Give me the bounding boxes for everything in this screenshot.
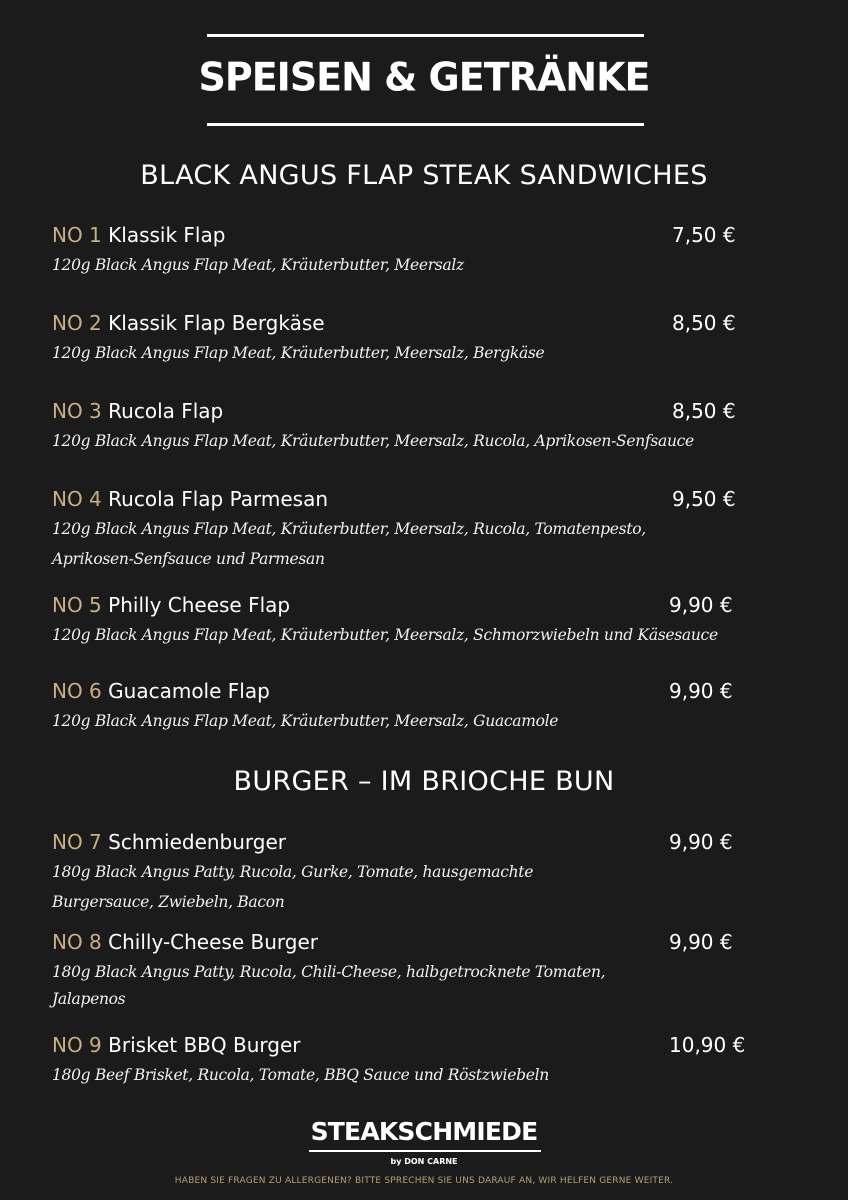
item-description: 120g Black Angus Flap Meat, Kräuterbutter, Meersalz, Schmorzwiebeln und Käsesauce — [52, 626, 718, 644]
item-name: Klassik Flap Bergkäse — [108, 311, 325, 335]
item-name: Rucola Flap Parmesan — [108, 487, 329, 511]
item-name: Philly Cheese Flap — [108, 593, 291, 617]
item-number: NO 1 — [52, 223, 102, 247]
item-price: 9,50 € — [672, 487, 736, 511]
menu-item — [52, 590, 772, 650]
menu-item — [52, 396, 772, 456]
item-name: Klassik Flap — [108, 223, 226, 247]
brand-logo-text: STEAKSCHMIEDE — [310, 1117, 538, 1146]
item-description: 180g Black Angus Patty, Rucola, Chili-Cheese, halbgetrocknete Tomaten, — [52, 963, 606, 981]
item-number: NO 6 — [52, 679, 102, 703]
item-name: Schmiedenburger — [108, 830, 287, 854]
title-bottom-rule — [207, 123, 644, 126]
menu-item — [52, 827, 772, 917]
logo-underline — [309, 1150, 541, 1152]
menu-item — [52, 927, 772, 1011]
item-description: 120g Black Angus Flap Meat, Kräuterbutter, Meersalz, Rucola, Tomatenpesto, — [52, 520, 646, 538]
item-price: 9,90 € — [669, 593, 733, 617]
item-price: 8,50 € — [672, 311, 736, 335]
item-number: NO 8 — [52, 930, 102, 954]
item-name: Chilly-Cheese Burger — [108, 930, 318, 954]
item-description: 180g Beef Brisket, Rucola, Tomate, BBQ Sauce und Röstzwiebeln — [52, 1066, 549, 1084]
item-price: 8,50 € — [672, 399, 736, 423]
item-description: Burgersauce, Zwiebeln, Bacon — [52, 893, 285, 911]
section-title-burger: BURGER – IM BRIOCHE BUN — [233, 766, 615, 797]
item-number: NO 5 — [52, 593, 102, 617]
item-name: Brisket BBQ Burger — [108, 1033, 301, 1057]
title-top-rule — [207, 34, 644, 37]
item-price: 10,90 € — [669, 1033, 746, 1057]
item-price: 9,90 € — [669, 930, 733, 954]
section-title-sandwiches: BLACK ANGUS FLAP STEAK SANDWICHES — [140, 160, 708, 191]
menu-item — [52, 1030, 772, 1090]
item-description: 120g Black Angus Flap Meat, Kräuterbutter, Meersalz, Guacamole — [52, 712, 559, 730]
item-number: NO 3 — [52, 399, 102, 423]
item-number: NO 2 — [52, 311, 102, 335]
item-price: 9,90 € — [669, 679, 733, 703]
item-name: Rucola Flap — [108, 399, 224, 423]
menu-item — [52, 308, 772, 368]
item-name: Guacamole Flap — [108, 679, 270, 703]
menu-item — [52, 676, 772, 736]
menu-item — [52, 484, 772, 574]
item-description: Aprikosen-Senfsauce und Parmesan — [52, 550, 325, 568]
brand-logo — [0, 1116, 848, 1148]
brand-subtitle: by DON CARNE — [390, 1157, 458, 1166]
item-price: 7,50 € — [672, 223, 736, 247]
item-description: Jalapenos — [52, 990, 126, 1008]
item-description: 180g Black Angus Patty, Rucola, Gurke, Tomate, hausgemachte — [52, 863, 534, 881]
page-title: SPEISEN & GETRÄNKE — [198, 54, 650, 100]
item-description: 120g Black Angus Flap Meat, Kräuterbutter, Meersalz, Bergkäse — [52, 344, 545, 362]
menu-item — [52, 220, 772, 280]
item-number: NO 9 — [52, 1033, 102, 1057]
item-description: 120g Black Angus Flap Meat, Kräuterbutter, Meersalz, Rucola, Aprikosen-Senfsauce — [52, 432, 694, 450]
item-price: 9,90 € — [669, 830, 733, 854]
item-number: NO 7 — [52, 830, 102, 854]
item-number: NO 4 — [52, 487, 102, 511]
allergen-note: HABEN SIE FRAGEN ZU ALLERGENEN? BITTE SPRECHEN SIE UNS DARAUF AN, WIR HELFEN GERNE WEITER. — [174, 1176, 674, 1186]
item-description: 120g Black Angus Flap Meat, Kräuterbutter, Meersalz — [52, 256, 464, 274]
